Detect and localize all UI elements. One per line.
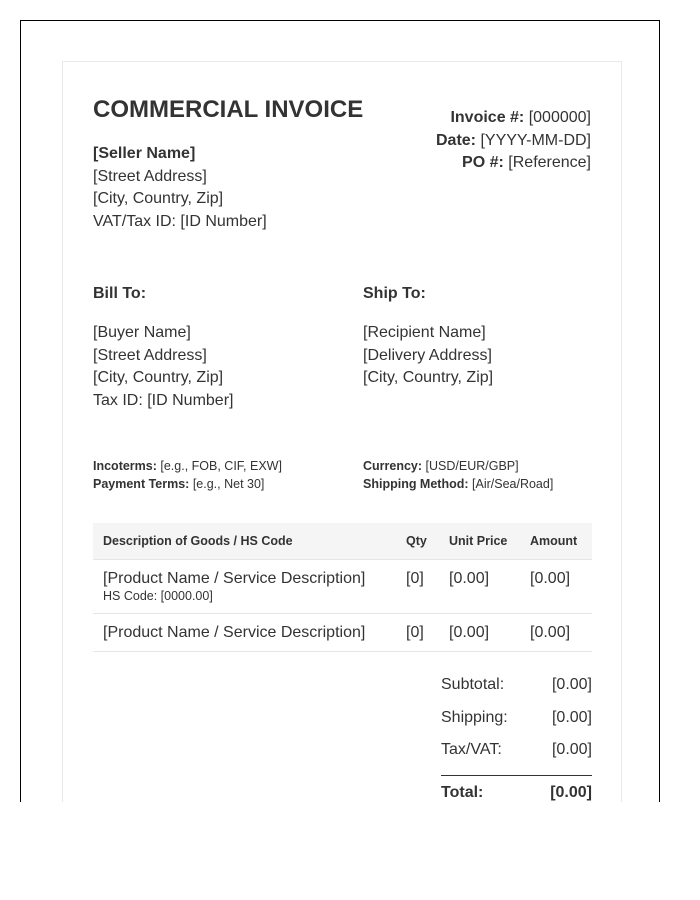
incoterms-value: [e.g., FOB, CIF, EXW]	[156, 459, 282, 473]
seller-city: [City, Country, Zip]	[93, 190, 224, 207]
totals-block	[441, 676, 592, 802]
po-number-line	[436, 152, 591, 175]
buyer-city: [City, Country, Zip]	[93, 369, 224, 386]
seller-tax-id: VAT/Tax ID: [ID Number]	[93, 212, 267, 230]
col-header-qty: Qty	[396, 523, 439, 559]
invoice-number-line	[436, 107, 591, 130]
tax-row	[441, 741, 592, 774]
items-table	[93, 523, 592, 652]
shipping-row	[441, 709, 592, 742]
payment-terms-line	[93, 475, 282, 493]
incoterms-label: Incoterms:	[93, 459, 157, 473]
currency-line	[363, 457, 553, 475]
po-number-value: [Reference]	[503, 154, 591, 171]
tax-label: Tax/VAT:	[441, 741, 502, 758]
invoice-date-label: Date:	[436, 131, 477, 149]
item-description-cell	[93, 613, 396, 651]
incoterms-line	[93, 457, 282, 475]
invoice-sheet	[62, 61, 622, 802]
subtotal-row	[441, 676, 592, 709]
terms-right	[363, 457, 553, 493]
invoice-meta	[436, 107, 591, 175]
subtotal-label: Subtotal:	[441, 676, 505, 693]
delivery-city: [City, Country, Zip]	[363, 369, 494, 386]
currency-value: [USD/EUR/GBP]	[422, 459, 519, 473]
total-label: Total:	[441, 783, 484, 801]
table-row	[93, 613, 592, 651]
total-value: [0.00]	[550, 783, 592, 801]
ship-to-heading: Ship To:	[363, 285, 426, 302]
subtotal-value: [0.00]	[551, 676, 592, 693]
col-header-amount: Amount	[520, 523, 592, 559]
shipping-method-label: Shipping Method:	[363, 477, 469, 491]
invoice-date-line	[436, 130, 591, 153]
shipping-method-line	[363, 475, 553, 493]
seller-street: [Street Address]	[93, 167, 207, 185]
seller-name: [Seller Name]	[93, 145, 196, 162]
recipient-name: [Recipient Name]	[363, 324, 486, 341]
table-row	[93, 559, 592, 613]
item-amount: [0.00]	[520, 613, 592, 651]
shipping-method-value: [Air/Sea/Road]	[468, 477, 554, 491]
document-frame	[20, 20, 660, 802]
invoice-date-value: [YYYY-MM-DD]	[476, 131, 591, 149]
item-amount: [0.00]	[520, 559, 592, 613]
buyer-street: [Street Address]	[93, 346, 207, 364]
item-hs-code: HS Code: [0000.00]	[103, 588, 213, 603]
col-header-unit-price: Unit Price	[439, 523, 520, 559]
invoice-title: COMMERCIAL INVOICE	[93, 96, 364, 123]
seller-block	[93, 143, 267, 233]
total-row	[441, 776, 592, 803]
invoice-number-value: [000000]	[524, 109, 591, 126]
currency-label: Currency:	[363, 459, 423, 473]
item-unit-price: [0.00]	[439, 613, 520, 651]
shipping-value: [0.00]	[551, 708, 592, 726]
col-header-description: Description of Goods / HS Code	[93, 523, 396, 559]
payment-terms-value: [e.g., Net 30]	[189, 477, 265, 491]
invoice-number-label: Invoice #:	[450, 109, 525, 126]
shipping-label: Shipping:	[441, 708, 508, 726]
terms-left	[93, 457, 282, 493]
tax-value: [0.00]	[551, 741, 592, 758]
item-qty: [0]	[396, 559, 439, 613]
item-description: [Product Name / Service Description]	[103, 623, 366, 641]
bill-to-heading: Bill To:	[93, 285, 147, 302]
po-number-label: PO #:	[462, 154, 504, 171]
buyer-tax-id: Tax ID: [ID Number]	[93, 391, 234, 409]
item-qty: [0]	[396, 613, 439, 651]
delivery-street: [Delivery Address]	[363, 346, 492, 364]
buyer-name: [Buyer Name]	[93, 324, 191, 341]
ship-to-block	[363, 322, 493, 390]
payment-terms-label: Payment Terms:	[93, 477, 190, 491]
bill-to-block	[93, 322, 233, 412]
item-description: [Product Name / Service Description]	[103, 569, 366, 587]
table-header-row	[93, 523, 592, 559]
item-description-cell	[93, 559, 396, 613]
item-unit-price: [0.00]	[439, 559, 520, 613]
